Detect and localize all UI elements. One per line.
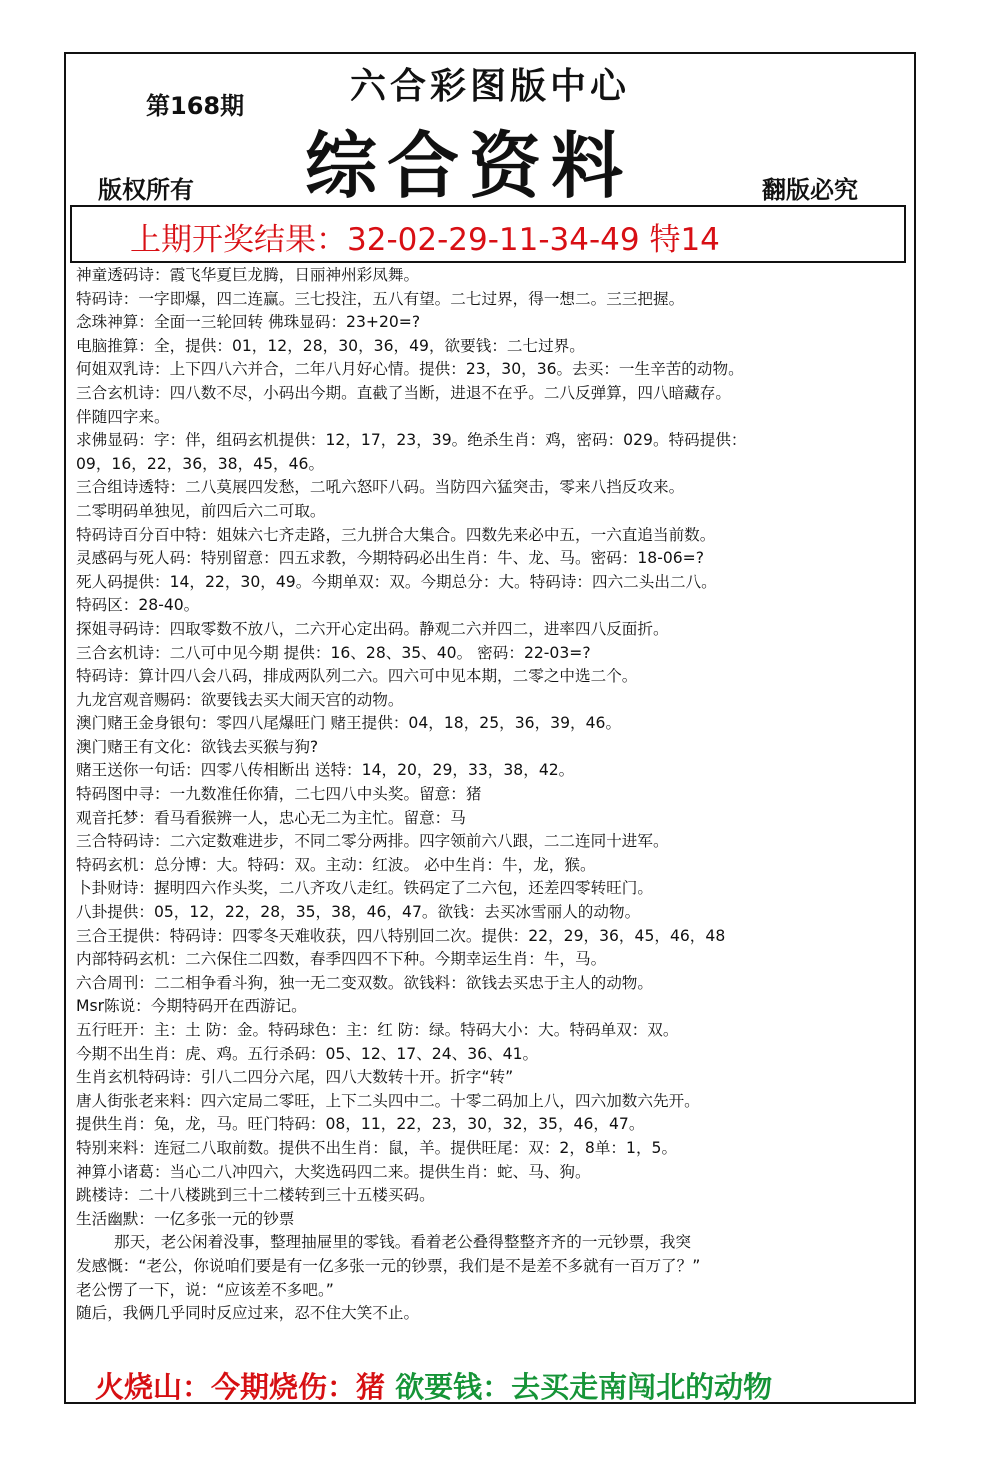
text-line: 澳门赌王金身银句：零四八尾爆旺门 赌王提供：04，18，25，36，39，46。	[76, 714, 622, 733]
text-line: 三合玄机诗：二八可中见今期 提供：16、28、35、40。 密码：22-03=?	[76, 643, 591, 662]
text-line: 三合特码诗：二六定数难进步，不同二零分两排。四字领前六八跟，二二连同十进军。	[76, 832, 669, 851]
text-line: 卜卦财诗：握明四六作头奖，二八齐攻八走红。铁码定了二六包，还差四零转旺门。	[76, 879, 653, 898]
text-line: 特码玄机：总分博：大。特码：双。主动：红波。 必中生肖：牛，龙，猴。	[76, 855, 596, 874]
footer-money-hint: 欲要钱：去买走南闯北的动物	[395, 1370, 773, 1404]
text-line: 提供生肖：兔，龙，马。旺门特码：08，11，22，23，30，32，35，46，47。	[76, 1115, 645, 1134]
content-body	[76, 264, 908, 1326]
text-line: 特码诗百分百中特：姐妹六七齐走路，三九拼合大集合。四数先来必中五，一六直追当前数。	[76, 525, 716, 544]
text-line: 生肖玄机特码诗：引八二四分六尾，四八大数转十开。折字“转”	[76, 1068, 514, 1087]
last-draw-result: 上期开奖结果：32-02-29-11-34-49 特14	[130, 222, 720, 258]
copyright-note: 版权所有	[98, 176, 194, 204]
text-line: 九龙宫观音赐码：欲要钱去买大闹天宫的动物。	[76, 690, 404, 709]
text-line: 六合周刊：二二相争看斗狗，独一无二变双数。欲钱料：欲钱去买忠于主人的动物。	[76, 973, 653, 992]
text-line: 特码区：28-40。	[76, 596, 200, 615]
text-line: 念珠神算：全面一三轮回转 佛珠显码：23+20=?	[76, 313, 421, 332]
text-line: 灵感码与死人码：特别留意：四五求教，今期特码必出生肖：牛、龙、马。密码：18-06=?	[76, 549, 705, 568]
text-line: 八卦提供：05，12，22，28，35，38，46，47。欲钱：去买冰雪丽人的动物。	[76, 903, 641, 922]
center-title: 六合彩图版中心	[350, 65, 631, 107]
text-line: 五行旺开：主：土 防：金。特码球色：主：红 防：绿。特码大小：大。特码单双：双。	[76, 1021, 679, 1039]
text-line: Msr陈说：今期特码开在西游记。	[76, 997, 307, 1016]
text-line: 三合组诗透特：二八莫展四发愁，二吼六怒吓八码。当防四六猛突击，零来八挡反攻来。	[76, 478, 685, 497]
text-line: 电脑推算：全，提供：01，12，28，30，36，49，欲要钱：二七过界。	[76, 336, 585, 355]
text-line: 探姐寻码诗：四取零数不放八，二六开心定出码。静观二六并四二，进率四八反面折。	[76, 619, 669, 638]
text-line: 神童透码诗：霞飞华夏巨龙腾，日丽神州彩凤舞。	[76, 266, 420, 284]
text-line: 三合玄机诗：四八数不尽，小码出今期。直截了当断，进退不在乎。二八反弹算，四八暗藏存。	[76, 383, 731, 402]
text-line: 三合王提供：特码诗：四零冬天难收获，四八特别回二次。提供：22，29，36，45，46，48	[76, 926, 726, 945]
story-paragraph: 发感慨：“老公，你说咱们要是有一亿多张一元的钞票，我们是不是差不多就有一百万了？”	[76, 1256, 701, 1275]
text-line: 唐人街张老来料：四六定局二零旺，上下二头四中二。十零二码加上八，四六加数六先开。	[76, 1091, 700, 1110]
text-line: 跳楼诗：二十八楼跳到三十二楼转到三十五楼买码。	[76, 1186, 435, 1205]
text-line: 求佛显码：字：伴，组码玄机提供：12，17，23，39。绝杀生肖：鸡，密码：029。特码提供：	[76, 431, 747, 450]
text-line: 赌王送你一句话：四零八传相断出 送特：14，20，29，33，38，42。	[76, 761, 575, 780]
story-paragraph: 老公愣了一下，说：“应该差不多吧。”	[76, 1280, 334, 1299]
text-line: 特码诗：算计四八会八码，排成两队列二六。四六可中见本期，二零之中选二个。	[76, 667, 638, 686]
text-line: 何姐双乳诗：上下四八六并合，二年八月好心情。提供：23，30，36。去买：一生辛苦的动物。	[76, 360, 744, 379]
text-line: 09，16，22，36，38，45，46。	[76, 454, 325, 473]
piracy-warning: 翻版必究	[762, 176, 858, 204]
text-line: 生活幽默：一亿多张一元的钞票	[76, 1209, 295, 1228]
text-line: 神算小诸葛：当心二八冲四六，大奖选码四二来。提供生肖：蛇、马、狗。	[76, 1162, 591, 1181]
text-line: 内部特码玄机：二六保住二四数，春季四四不下种。今期幸运生肖：牛，马。	[76, 950, 607, 969]
text-line: 特别来料：连冠二八取前数。提供不出生肖：鼠，羊。提供旺尾：双：2，8单：1，5。	[76, 1138, 678, 1157]
footer-fire-hint: 火烧山：今期烧伤：猪	[95, 1370, 386, 1404]
text-line: 二零明码单独见，前四后六二可取。	[76, 501, 326, 520]
text-line: 伴随四字来。	[76, 407, 170, 426]
text-line: 特码诗：一字即爆，四二连赢。三七投注，五八有望。二七过界，得一想二。三三把握。	[76, 289, 685, 308]
issue-number: 第168期	[146, 92, 245, 120]
text-line: 死人码提供：14，22，30，49。今期单双：双。今期总分：大。特码诗：四六二头出二八。	[76, 572, 717, 591]
text-line: 澳门赌王有文化：欲钱去买猴与狗?	[76, 737, 319, 756]
text-line: 观音托梦：看马看猴辨一人，忠心无二为主忙。留意：马	[76, 808, 466, 827]
footer-banner	[95, 1365, 772, 1406]
story-paragraph: 随后，我俩几乎同时反应过来，忍不住大笑不止。	[76, 1304, 420, 1323]
text-line: 特码图中寻：一九数准任你猜，二七四八中头奖。留意：猪	[76, 785, 482, 804]
story-paragraph: 那天，老公闲着没事，整理抽屉里的零钱。看着老公叠得整整齐齐的一元钞票，我突	[114, 1233, 691, 1252]
main-title: 综合资料	[305, 123, 634, 208]
text-line: 今期不出生肖：虎、鸡。五行杀码：05、12、17、24、36、41。	[76, 1044, 539, 1063]
